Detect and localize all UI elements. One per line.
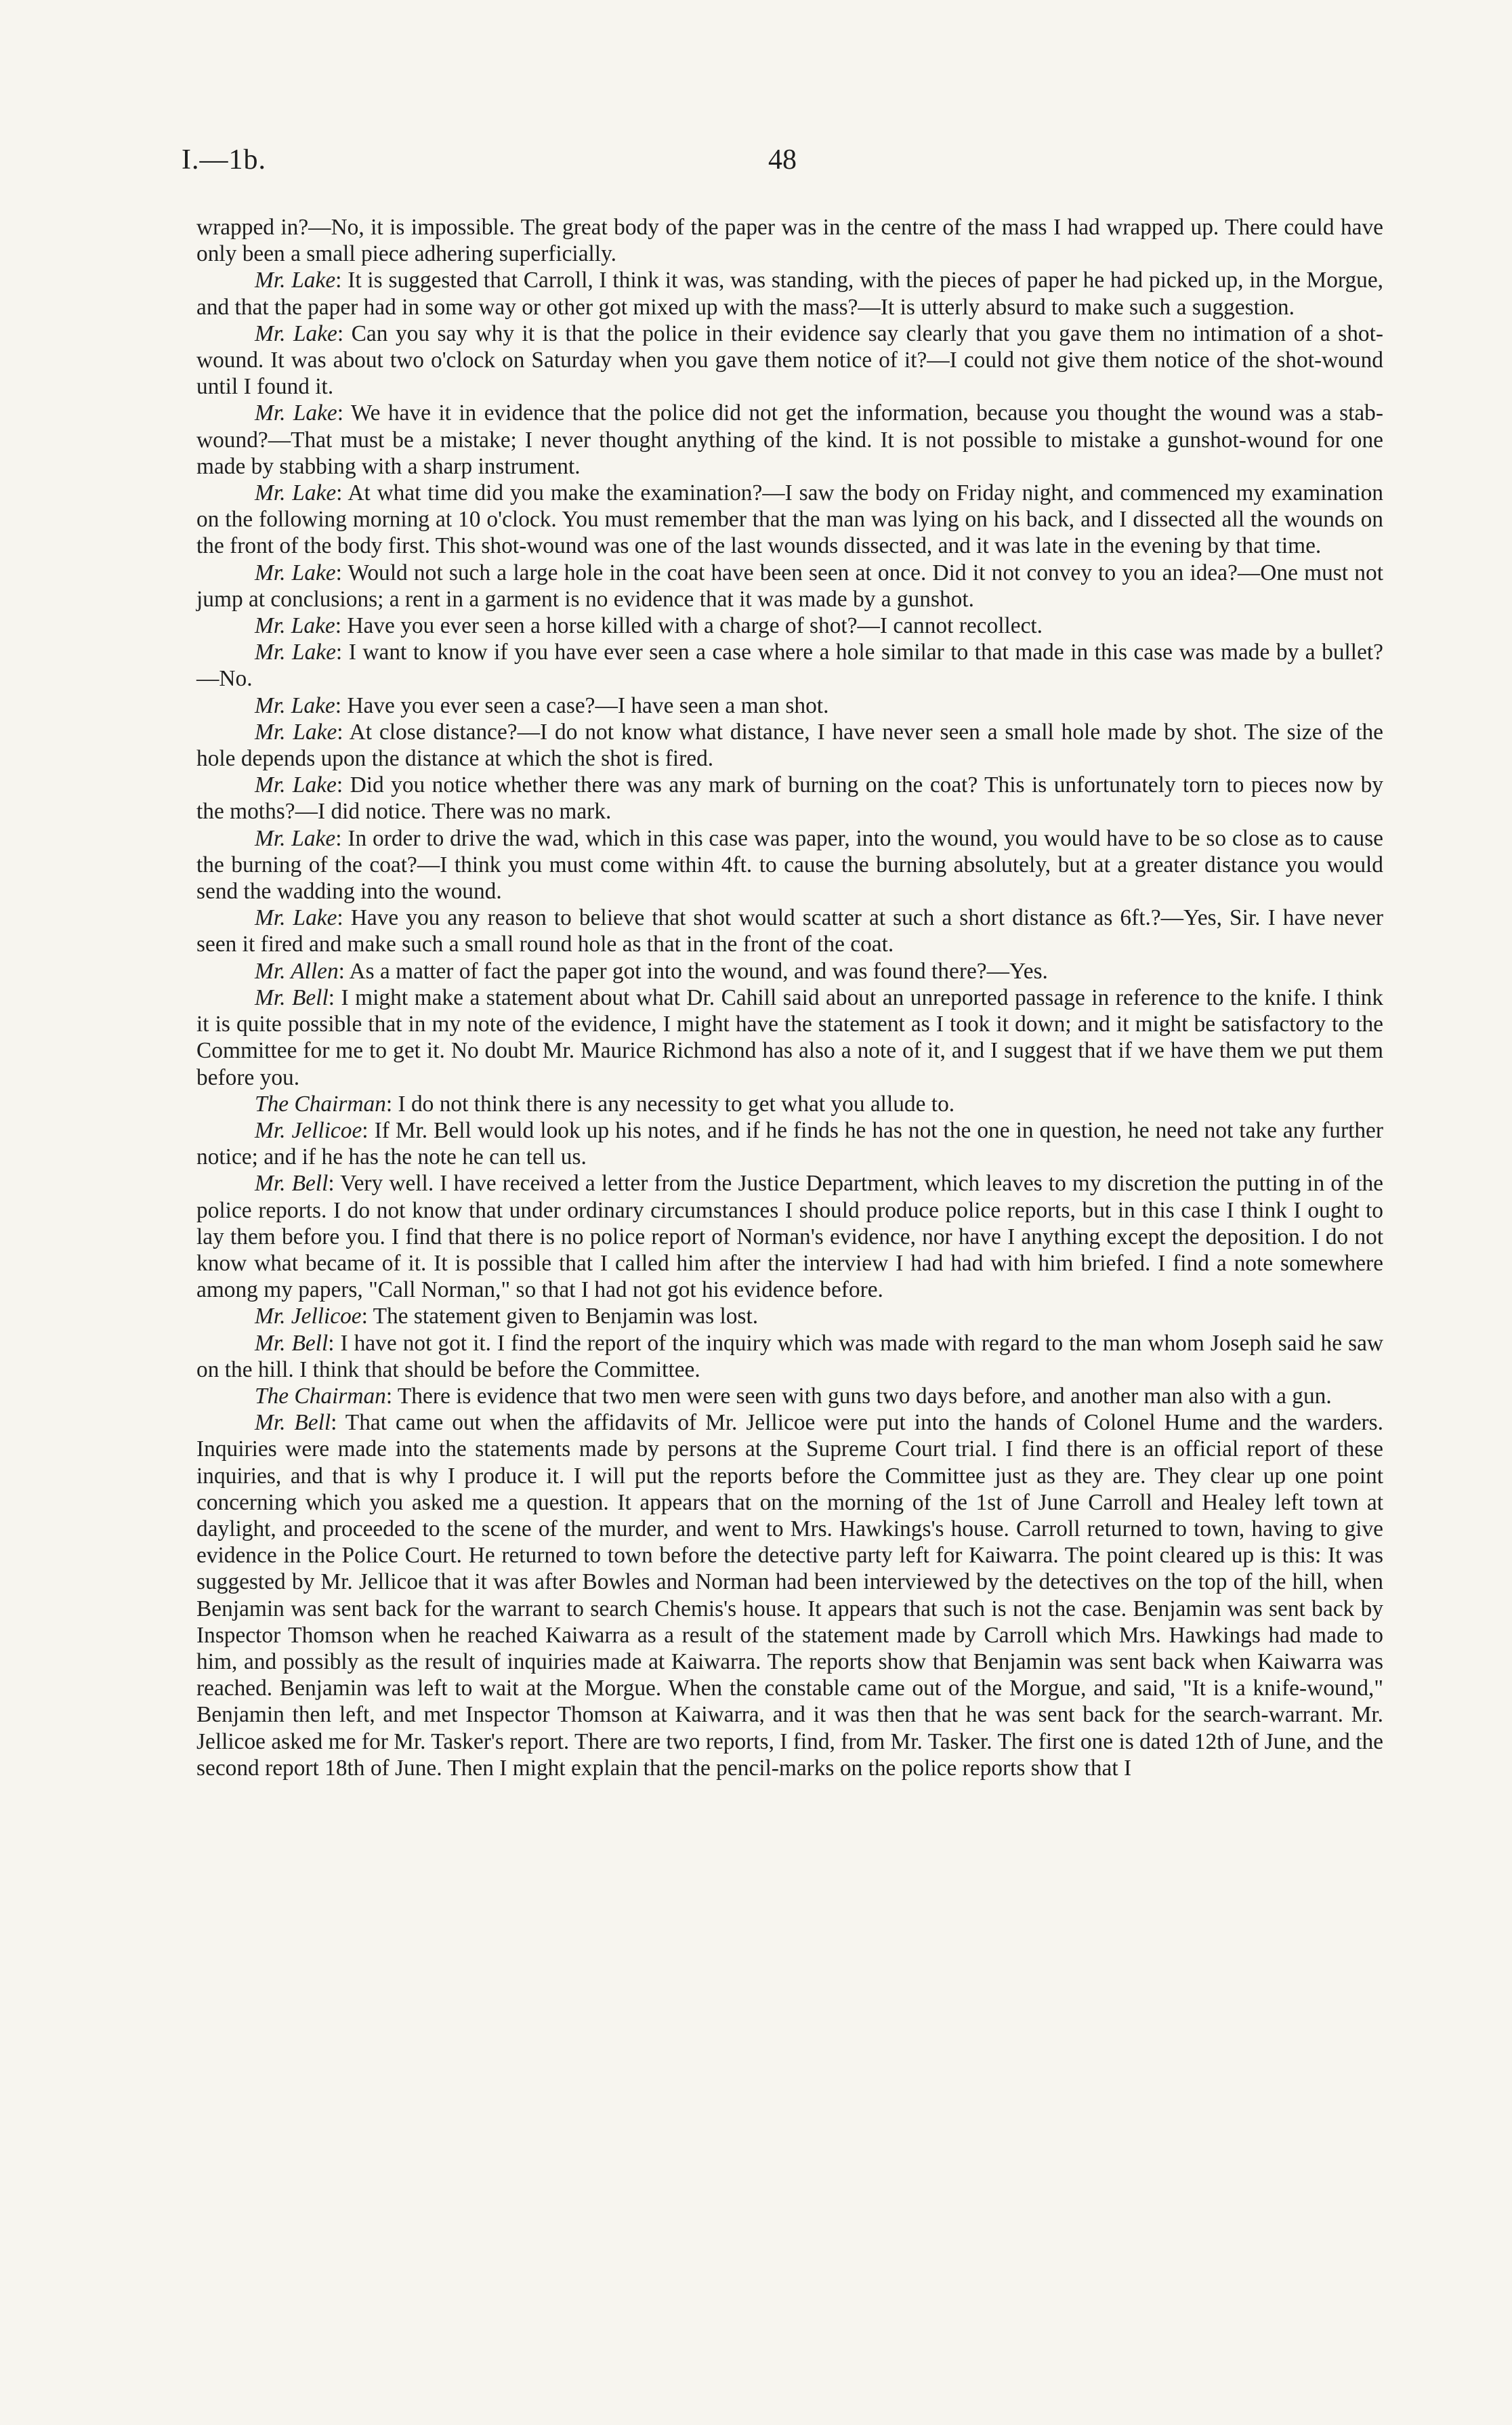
paragraph-text: I have not got it. I find the report of the inquiry which was made with regard to the man whom Joseph said he saw on the hill. I think that should be before the Committee. (196, 1330, 1384, 1382)
paragraph: Mr. Lake: Did you notice whether there was any mark of burning on the coat? This is unfortunately torn to pieces now by the moths?—I did notice. There was no mark. (196, 772, 1383, 825)
paragraph: Mr. Lake: Have you ever seen a case?—I have seen a man shot. (255, 692, 829, 718)
speaker-name: Mr. Lake (255, 613, 335, 639)
paragraph-text: In order to drive the wad, which in this case was paper, into the wound, you would have to be so close as to cause the burning of the coat?—I think you must come within 4ft. to cause the burning absolutely, but at a greater distance you would send the wadding into the wound. (196, 825, 1384, 905)
paragraph: Mr. Bell: Very well. I have received a letter from the Justice Department, which leaves to my discretion the putting in of the police reports. I do not know that under ordinary circumstances I should produce police reports, but in this case I think I ought to lay them before you. I find that there is no police report of Norman's evidence, nor have I anything except the deposition. I do not know what became of it. It is possible that I called him after the interview I had had with him briefed. I find a note somewhere among my papers, "Call Norman," so that I had not got his evidence before. (196, 1171, 1383, 1303)
page-header (182, 144, 1383, 184)
paragraph: Mr. Lake: Have you ever seen a horse killed with a charge of shot?—I cannot recollect. (255, 613, 1043, 639)
paragraph-text: wrapped in?—No, it is impossible. The great body of the paper was in the centre of the mass I had wrapped up. There could have only been a small piece adhering superficially. (196, 215, 1383, 267)
speaker-name: Mr. Lake (255, 640, 336, 665)
paragraph-text: If Mr. Bell would look up his notes, and if he finds he has not the one in question, he need not take any further notice; and if he has the note he can tell us. (196, 1117, 1383, 1170)
paragraph: Mr. Lake: Have you any reason to believe that shot would scatter at such a short distance as 6ft.?—Yes, Sir. I have never seen it fired and make such a small round hole as that in the front of the coat. (196, 905, 1383, 957)
paragraph: Mr. Jellicoe: If Mr. Bell would look up his notes, and if he finds he has not the one in question, he need not take any further notice; and if he has the note he can tell us. (196, 1117, 1383, 1170)
paragraph-text: At what time did you make the examination?—I saw the body on Friday night, and commenced my examination on the following morning at 10 o'clock. You must remember that the man was lying on his back, and I dissected all the wounds on the front of the body first. This shot-wound was one of the last wounds dissected, and it was late in the evening by that time. (196, 480, 1383, 559)
paragraph: Mr. Bell: I might make a statement about what Dr. Cahill said about an unreported passage in reference to the knife. I think it is quite possible that in my note of the evidence, I might have the statement as I took it down; and it might be satisfactory to the Committee for me to get it. No doubt Mr. Maurice Richmond has also a note of it, and I suggest that if we have them we put them before you. (196, 984, 1383, 1090)
paragraph: Mr. Lake: At what time did you make the examination?—I saw the body on Friday night, and commenced my examination on the following morning at 10 o'clock. You must remember that the man was lying on his back, and I dissected all the wounds on the front of the body first. This shot-wound was one of the last wounds dissected, and it was late in the evening by that time. (196, 480, 1383, 559)
speaker-name: Mr. Lake (255, 825, 336, 851)
page-identifier: I.—1b. (182, 144, 266, 175)
paragraph: Mr. Lake: We have it in evidence that the police did not get the information, because you thought the wound was a stab-wound?—That must be a mistake; I never thought anything of the kind. It is not possible to mistake a gunshot-wound for one made by stabbing with a sharp instrument. (196, 400, 1383, 479)
speaker-name: Mr. Lake (255, 400, 337, 426)
paragraph: Mr. Bell: That came out when the affidavits of Mr. Jellicoe were put into the hands of Colonel Hume and the warders. Inquiries were made into the statements made by persons at the Supreme Court trial. I find there is an official report of these inquiries, and that is why I produce it. I will put the reports before the Committee just as they are. They clear up one point concerning which you asked me a question. It appears that on the morning of the 1st of June Carroll and Healey left town at daylight, and proceeded to the scene of the murder, and went to Mrs. Hawkings's house. Carroll returned to town, having to give evidence in the Police Court. He returned to town before the detective party left for Kaiwarra. The point cleared up is this: It was suggested by Mr. Jellicoe that it was after Bowles and Norman had been interviewed by the detectives on the top of the hill, when Benjamin was sent back for the warrant to search Chemis's house. It appears that such is not the case. Benjamin was sent back by Inspector Thomson when he reached Kaiwarra as a result of the statement made by Carroll which Mrs. Hawkings had made to him, and possibly as the result of inquiries made at Kaiwarra. The reports show that Benjamin was sent back when Kaiwarra was reached. Benjamin was left to wait at the Morgue. When the constable came out of the Morgue, and said, "It is a knife-wound," Benjamin then left, and met Inspector Thomson at Kaiwarra, and it was then that he was sent back for the search-warrant. Mr. Jellicoe asked me for Mr. Tasker's report. There are two reports, I find, from Mr. Tasker. The first one is dated 12th of June, and the second report 18th of June. Then I might explain that the pencil-marks on the police reports show that I (196, 1410, 1383, 1781)
paragraph-text: Can you say why it is that the police in their evidence say clearly that you gave them no intimation of a shot-wound. It was about two o'clock on Saturday when you gave them notice of it?—I could not give them notice of the shot-wound until I found it. (196, 320, 1383, 400)
speaker-name: The Chairman (255, 1383, 386, 1409)
speaker-name: Mr. Bell (255, 1410, 331, 1436)
paragraph-text: Have you any reason to believe that shot would scatter at such a short distance as 6ft.?—Yes, Sir. I have never seen it fired and make such a small round hole as that in the front of the coat. (196, 905, 1383, 957)
paragraph: Mr. Allen: As a matter of fact the paper got into the wound, and was found there?—Yes. (255, 958, 1048, 984)
speaker-name: Mr. Bell (255, 1171, 329, 1197)
speaker-name: Mr. Bell (255, 1330, 329, 1356)
speaker-name: Mr. Lake (255, 480, 337, 506)
paragraph-text: At close distance?—I do not know what distance, I have never seen a small hole made by shot. The size of the hole depends upon the distance at which the shot is fired. (196, 719, 1383, 772)
speaker-name: Mr. Jellicoe (255, 1304, 362, 1329)
paragraph: Mr. Lake: It is suggested that Carroll, I think it was, was standing, with the pieces of paper he had picked up, in the Morgue, and that the paper had in some way or other got mixed up with the mass?—It is utterly absurd to make such a suggestion. (196, 268, 1384, 320)
paragraph: Mr. Lake: Would not such a large hole in the coat have been seen at once. Did it not convey to you an idea?—One must not jump at conclusions; a rent in a garment is no evidence that it was made by a gunshot. (196, 560, 1383, 612)
document-body (196, 214, 1383, 1781)
speaker-name: The Chairman (255, 1091, 386, 1117)
paragraph-text: We have it in evidence that the police did not get the information, because you thought the wound was a stab-wound?—That must be a mistake; I never thought anything of the kind. It is not possible to mistake a gunshot-wound for one made by stabbing with a sharp instrument. (196, 400, 1383, 479)
paragraph-text: Have you ever seen a case?—I have seen a man shot. (347, 692, 829, 718)
speaker-name: Mr. Jellicoe (255, 1117, 362, 1143)
paragraph-text: Would not such a large hole in the coat have been seen at once. Did it not convey to you an idea?—One must not jump at conclusions; a rent in a garment is no evidence that it was made by a gunshot. (196, 560, 1383, 612)
speaker-name: Mr. Lake (255, 692, 335, 718)
paragraph-text: It is suggested that Carroll, I think it was, was standing, with the pieces of paper he had picked up, in the Morgue, and that the paper had in some way or other got mixed up with the mass?—It is utterly absurd to make such a suggestion. (196, 268, 1384, 320)
paragraph-text: That came out when the affidavits of Mr. Jellicoe were put into the hands of Colonel Hume and the warders. Inquiries were made into the statements made by persons at the Supreme Court trial. I find there is an official report of these inquiries, and that is why I produce it. I will put the reports before the Committee just as they are. They clear up one point concerning which you asked me a question. It appears that on the morning of the 1st of June Carroll and Healey left town at daylight, and proceeded to the scene of the murder, and went to Mrs. Hawkings's house. Carroll returned to town, having to give evidence in the Police Court. He returned to town before the detective party left for Kaiwarra. The point cleared up is this: It was suggested by Mr. Jellicoe that it was after Bowles and Norman had been interviewed by the detectives on the top of the hill, when Benjamin was sent back for the warrant to search Chemis's house. It appears that such is not the case. Benjamin was sent back by Inspector Thomson when he reached Kaiwarra as a result of the statement made by Carroll which Mrs. Hawkings had made to him, and possibly as the result of inquiries made at Kaiwarra. The reports show that Benjamin was sent back when Kaiwarra was reached. Benjamin was left to wait at the Morgue. When the constable came out of the Morgue, and said, "It is a knife-wound," Benjamin then left, and met Inspector Thomson at Kaiwarra, and it was then that he was sent back for the search-warrant. Mr. Jellicoe asked me for Mr. Tasker's report. There are two reports, I find, from Mr. Tasker. The first one is dated 12th of June, and the second report 18th of June. Then I might explain that the pencil-marks on the police reports show that I (196, 1410, 1383, 1781)
paragraph (196, 214, 1383, 267)
paragraph: Mr. Jellicoe: The statement given to Benjamin was lost. (255, 1304, 759, 1329)
paragraph-text: I do not think there is any necessity to get what you allude to. (398, 1091, 955, 1117)
paragraph-text: Very well. I have received a letter from the Justice Department, which leaves to my discretion the putting in of the police reports. I do not know that under ordinary circumstances I should produce police reports, but in this case I think I ought to lay them before you. I find that there is no police report of Norman's evidence, nor have I anything except the deposition. I do not know what became of it. It is possible that I called him after the interview I had had with him briefed. I find a note somewhere among my papers, "Call Norman," so that I had not got his evidence before. (196, 1171, 1383, 1303)
paragraph: Mr. Lake: I want to know if you have ever seen a case where a hole similar to that made in this case was made by a bullet?—No. (196, 640, 1383, 692)
paragraph: The Chairman: I do not think there is any necessity to get what you allude to. (255, 1091, 955, 1117)
page-number: 48 (768, 144, 797, 175)
speaker-name: Mr. Lake (255, 560, 336, 585)
speaker-name: Mr. Bell (255, 984, 329, 1010)
paragraph-text: Did you notice whether there was any mark of burning on the coat? This is unfortunately torn to pieces now by the moths?—I did notice. There was no mark. (196, 772, 1383, 825)
paragraph: The Chairman: There is evidence that two men were seen with guns two days before, and another man also with a gun. (255, 1383, 1332, 1409)
speaker-name: Mr. Lake (255, 772, 337, 798)
speaker-name: Mr. Lake (255, 905, 337, 931)
paragraph-text: There is evidence that two men were seen with guns two days before, and another man also with a gun. (397, 1383, 1332, 1409)
paragraph: Mr. Lake: In order to drive the wad, which in this case was paper, into the wound, you would have to be so close as to cause the burning of the coat?—I think you must come within 4ft. to cause the burning absolutely, but at a greater distance you would send the wadding into the wound. (196, 825, 1384, 905)
speaker-name: Mr. Lake (255, 719, 337, 745)
speaker-name: Mr. Lake (255, 268, 336, 293)
paragraph-text: Have you ever seen a horse killed with a charge of shot?—I cannot recollect. (347, 613, 1043, 639)
paragraph-text: I might make a statement about what Dr. Cahill said about an unreported passage in reference to the knife. I think it is quite possible that in my note of the evidence, I might have the statement as I took it down; and it might be satisfactory to the Committee for me to get it. No doubt Mr. Maurice Richmond has also a note of it, and I suggest that if we have them we put them before you. (196, 984, 1383, 1090)
speaker-name: Mr. Lake (255, 320, 337, 346)
speaker-name: Mr. Allen (255, 958, 339, 984)
paragraph-text: I want to know if you have ever seen a case where a hole similar to that made in this case was made by a bullet?—No. (196, 640, 1383, 692)
paragraph-text: As a matter of fact the paper got into the wound, and was found there?—Yes. (349, 958, 1048, 984)
paragraph: Mr. Lake: Can you say why it is that the police in their evidence say clearly that you gave them no intimation of a shot-wound. It was about two o'clock on Saturday when you gave them notice of it?—I could not give them notice of the shot-wound until I found it. (196, 320, 1383, 400)
paragraph: Mr. Bell: I have not got it. I find the report of the inquiry which was made with regard to the man whom Joseph said he saw on the hill. I think that should be before the Committee. (196, 1330, 1384, 1382)
paragraph-text: The statement given to Benjamin was lost. (373, 1304, 759, 1329)
paragraph: Mr. Lake: At close distance?—I do not know what distance, I have never seen a small hole made by shot. The size of the hole depends upon the distance at which the shot is fired. (196, 719, 1383, 772)
